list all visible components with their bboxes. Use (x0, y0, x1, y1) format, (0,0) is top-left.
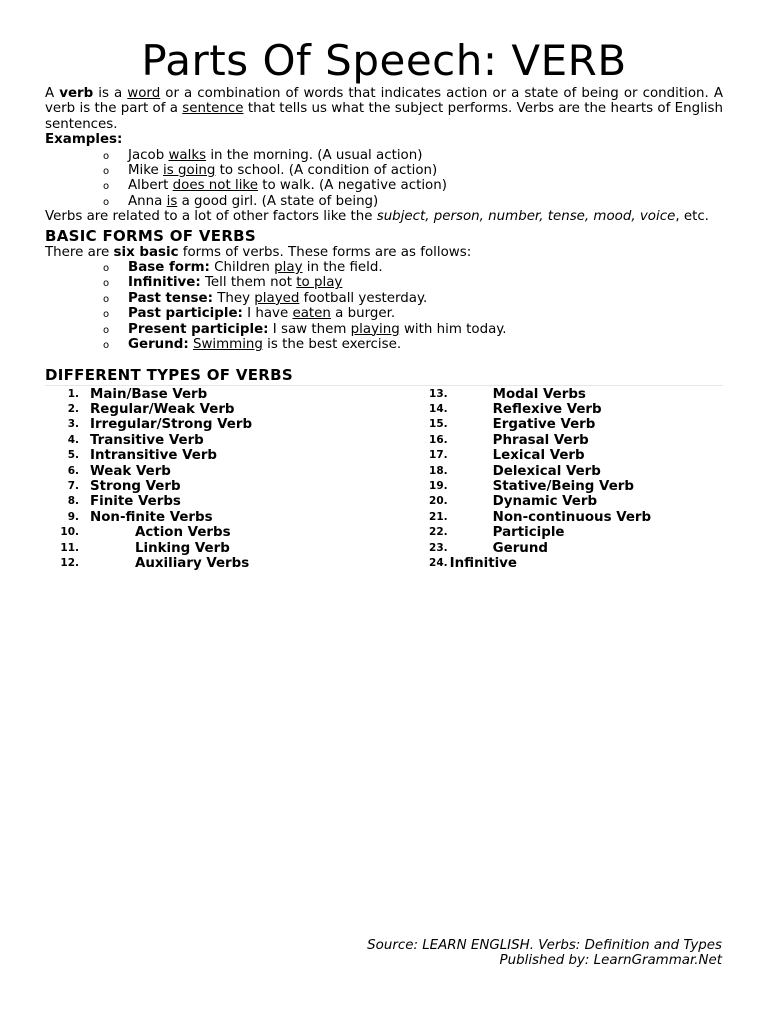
verb-type-label: Non-finite Verbs (90, 509, 213, 525)
verb-type-number: 4. (67, 433, 79, 446)
basic-form-text: They (212, 290, 255, 306)
verb-type-row (45, 433, 426, 448)
basic-form-item (103, 322, 723, 337)
verb-type-number: 20. (429, 495, 448, 508)
basic-forms-heading: BASIC FORMS OF VERBS (45, 226, 257, 245)
verb-type-row (426, 525, 723, 540)
factors-text: , etc. (675, 209, 709, 225)
verb-type-number: 2. (67, 402, 79, 415)
verb-type-label: Phrasal Verb (492, 432, 589, 448)
basic-form-item (103, 291, 723, 306)
factors-italic: subject, person, number, tense, mood, voice (376, 209, 676, 225)
verb-type-number: 1. (67, 387, 79, 400)
verb-type-label: Gerund (492, 540, 548, 556)
basic-forms-intro-bold: six basic (113, 244, 179, 260)
verb-type-row (426, 556, 723, 571)
verb-type-row (426, 464, 723, 479)
intro-verb: verb (59, 86, 94, 101)
example-text: to school. (A condition of action) (215, 163, 438, 179)
example-text: in the morning. (A usual action) (206, 147, 423, 163)
basic-form-item (103, 275, 723, 290)
intro-paragraph (45, 86, 723, 132)
example-text: Anna (128, 193, 167, 209)
verb-type-number: 19. (429, 479, 448, 492)
basic-form-text: Tell them not (200, 275, 297, 291)
basic-form-verb: Swimming (192, 337, 263, 353)
intro-text: is a (93, 86, 128, 101)
types-heading: DIFFERENT TYPES OF VERBS (45, 367, 723, 386)
verb-type-label: Lexical Verb (492, 448, 585, 464)
verb-type-label: Intransitive Verb (90, 448, 218, 464)
basic-forms-intro (45, 245, 723, 260)
verb-type-label: Non-continuous Verb (492, 509, 652, 525)
verb-type-label: Reflexive Verb (492, 401, 602, 417)
verb-type-number: 12. (60, 556, 79, 569)
intro-sentence-link: sentence (182, 101, 244, 117)
basic-forms-list (45, 260, 723, 352)
basic-form-verb: played (254, 290, 300, 306)
verb-type-row (426, 417, 723, 432)
basic-form-verb: playing (350, 321, 400, 337)
verb-type-row (426, 402, 723, 417)
basic-form-text: Children (209, 260, 275, 276)
verb-type-label: Main/Base Verb (90, 386, 208, 402)
basic-form-verb: play (274, 260, 303, 276)
example-item (103, 148, 723, 163)
basic-form-label: Past participle: (128, 306, 243, 322)
basic-form-text: football yesterday. (299, 290, 428, 306)
verb-type-label: Irregular/Strong Verb (90, 417, 253, 433)
verb-type-row (45, 448, 426, 463)
verb-type-number: 16. (429, 433, 448, 446)
source-line: Source: LEARN ENGLISH. Verbs: Definition and Types (367, 938, 722, 953)
basic-form-label: Past tense: (128, 290, 213, 306)
example-text: Mike (128, 163, 164, 179)
verb-type-label: Auxiliary Verbs (135, 555, 250, 571)
example-item (103, 178, 723, 193)
verb-type-row (45, 402, 426, 417)
verb-type-number: 17. (429, 449, 448, 462)
verb-type-label: Infinitive (449, 555, 517, 571)
verb-type-label: Modal Verbs (492, 386, 586, 402)
document-page (45, 36, 723, 571)
verb-type-number: 9. (67, 510, 79, 523)
example-item (103, 194, 723, 209)
example-verb: is going (163, 163, 216, 179)
verb-type-number: 7. (67, 479, 79, 492)
basic-form-label: Present participle: (128, 321, 269, 337)
example-verb: does not like (172, 178, 258, 194)
verb-type-number: 15. (429, 418, 448, 431)
example-text: a good girl. (A state of being) (177, 193, 379, 209)
verb-type-number: 10. (60, 526, 79, 539)
basic-form-text: I have (242, 306, 293, 322)
example-text: to walk. (A negative action) (257, 178, 447, 194)
intro-text: A (45, 86, 60, 101)
basic-form-verb: eaten (292, 306, 331, 322)
verb-type-number: 5. (67, 449, 79, 462)
basic-form-text: is the best exercise. (262, 337, 402, 353)
basic-form-item (103, 306, 723, 321)
verb-type-label: Transitive Verb (90, 432, 204, 448)
verb-type-number: 6. (67, 464, 79, 477)
example-verb: is (166, 193, 178, 209)
verb-type-label: Delexical Verb (492, 463, 601, 479)
basic-form-text: in the field. (302, 260, 383, 276)
example-item (103, 163, 723, 178)
factors-text: Verbs are related to a lot of other factors like the (45, 209, 377, 225)
verb-type-number: 8. (67, 495, 79, 508)
examples-list (45, 148, 723, 210)
verb-type-number: 21. (429, 510, 448, 523)
verb-type-number: 11. (60, 541, 79, 554)
verb-type-row (45, 525, 426, 540)
verb-type-row (45, 494, 426, 509)
verb-type-row (426, 448, 723, 463)
examples-label: Examples: (45, 132, 123, 148)
verb-type-number: 22. (429, 526, 448, 539)
types-left-column (45, 387, 426, 572)
verb-type-row (426, 433, 723, 448)
factors-paragraph (45, 209, 723, 224)
verb-type-row (426, 387, 723, 402)
basic-form-text: with him today. (399, 321, 507, 337)
verb-type-label: Action Verbs (135, 525, 231, 541)
publisher-line: Published by: LearnGrammar.Net (499, 953, 722, 969)
basic-form-text: I saw them (268, 321, 351, 337)
intro-word-link: word (127, 86, 161, 101)
intro-text: or a combination of words that indicates action or a state of being or condition. A verb is the part of a (45, 86, 723, 117)
verb-type-row (426, 494, 723, 509)
verb-type-number: 13. (429, 387, 448, 400)
verb-type-label: Regular/Weak Verb (90, 401, 235, 417)
verb-type-row (426, 541, 723, 556)
basic-form-label: Infinitive: (128, 275, 201, 291)
example-verb: walks (168, 147, 207, 163)
verb-type-label: Participle (492, 525, 565, 541)
verb-type-label: Strong Verb (90, 478, 181, 494)
source-credit (367, 938, 722, 969)
verb-type-number: 23. (429, 541, 448, 554)
verb-type-row (45, 541, 426, 556)
verb-type-label: Ergative Verb (492, 417, 596, 433)
verb-type-row (426, 479, 723, 494)
verb-type-number: 24. (429, 556, 448, 569)
verb-type-number: 3. (67, 418, 79, 431)
verb-type-row (45, 417, 426, 432)
intro-text: that tells us what the subject performs. Verbs are the hearts of English sentences. (45, 101, 723, 132)
verb-type-row (45, 479, 426, 494)
basic-form-label: Gerund: (128, 337, 189, 353)
verb-type-label: Dynamic Verb (492, 494, 598, 510)
verb-type-label: Linking Verb (135, 540, 230, 556)
types-columns (45, 387, 723, 572)
page-title: Parts Of Speech: VERB (141, 36, 627, 85)
verb-type-row (45, 510, 426, 525)
example-text: Jacob (128, 147, 169, 163)
verb-type-number: 18. (429, 464, 448, 477)
basic-form-text: a burger. (330, 306, 396, 322)
basic-form-label: Base form: (128, 260, 210, 276)
example-text: Albert (128, 178, 173, 194)
verb-type-label: Finite Verbs (90, 494, 181, 510)
verb-type-label: Weak Verb (90, 463, 171, 479)
basic-form-item (103, 337, 723, 352)
basic-form-item (103, 260, 723, 275)
basic-forms-intro-text: There are (45, 244, 114, 260)
verb-type-number: 14. (429, 402, 448, 415)
verb-type-row (45, 464, 426, 479)
types-right-column (426, 387, 723, 572)
verb-type-row (45, 387, 426, 402)
verb-type-label: Stative/Being Verb (492, 478, 634, 494)
verb-type-row (45, 556, 426, 571)
basic-forms-intro-text: forms of verbs. These forms are as follows: (178, 244, 472, 260)
basic-form-verb: to play (296, 275, 343, 291)
verb-type-row (426, 510, 723, 525)
